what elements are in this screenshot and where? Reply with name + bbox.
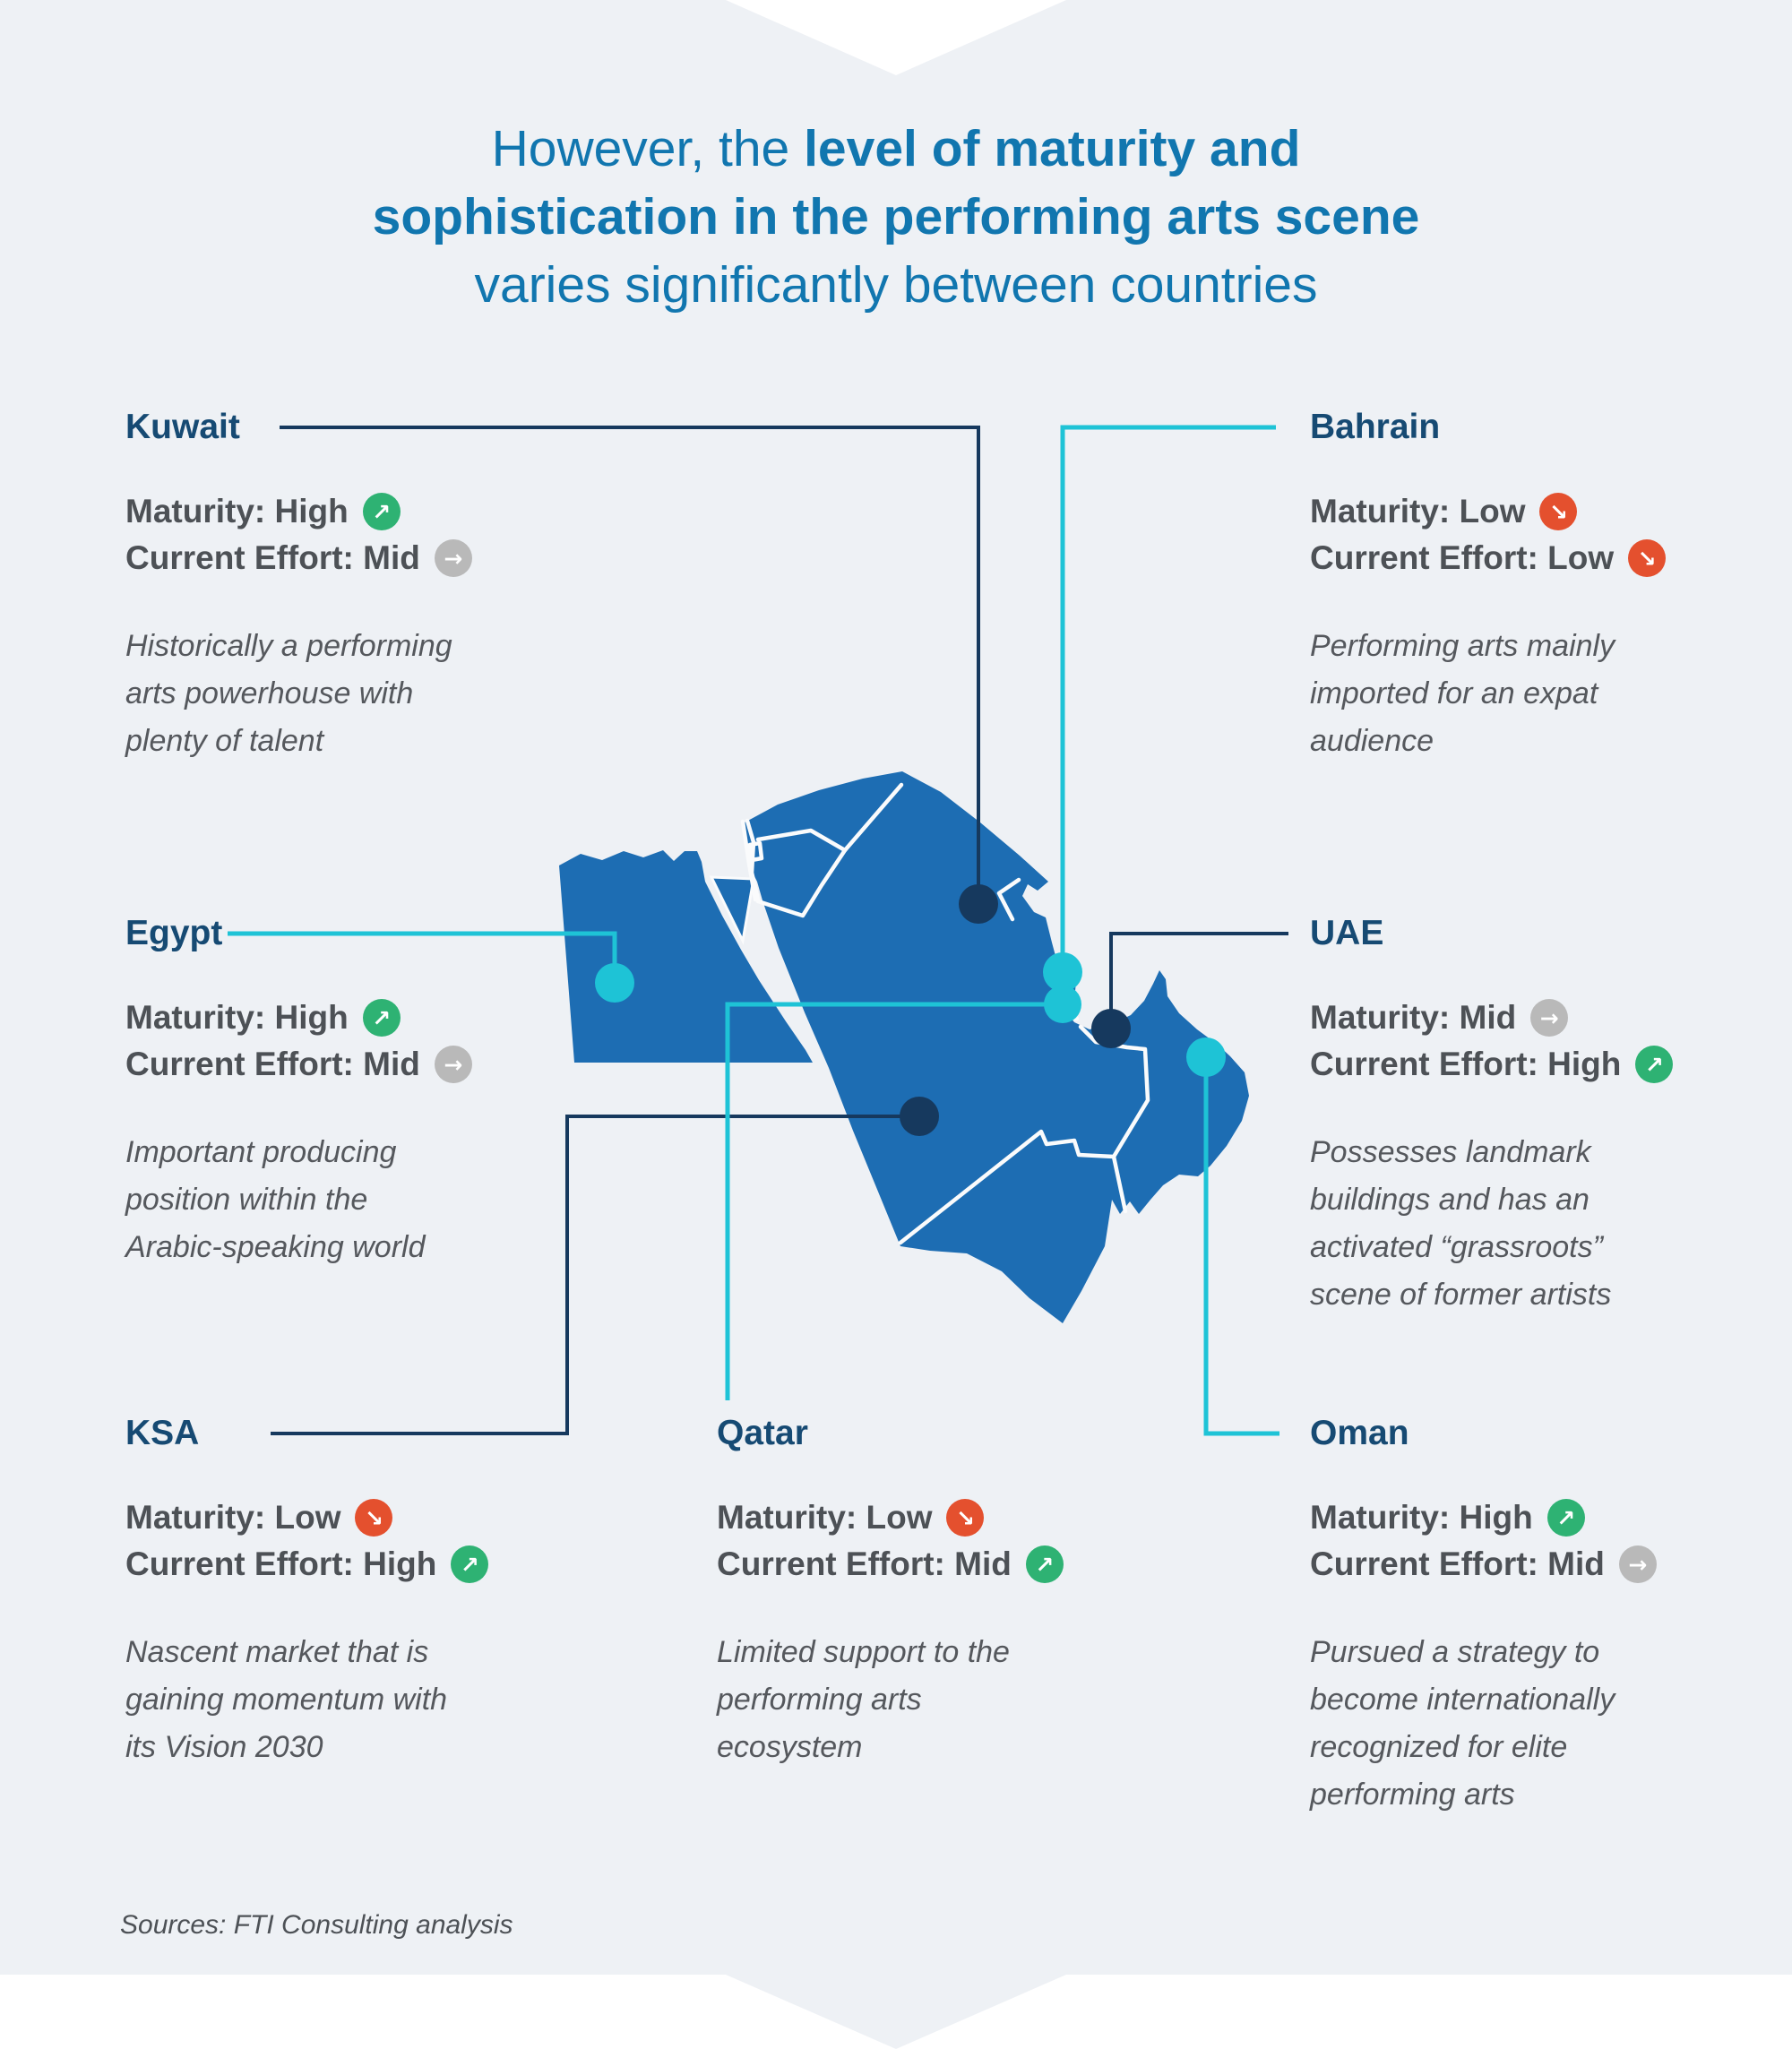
arrow-up-right-icon: ↗ [363,999,401,1037]
arrow-right-icon: → [1530,999,1568,1037]
callout-uae [1310,914,1686,1319]
effort-stat [1310,1041,1686,1088]
country-stats [717,1494,1093,1588]
country-description: Performing arts mainly imported for an expat audience [1310,629,1615,758]
country-description: Important producing position within the Arabic-speaking world [125,1135,426,1264]
arrow-up-right-icon: ↗ [451,1545,488,1583]
maturity-label: Maturity: High [125,999,349,1036]
country-description: Historically a performing arts powerhouse with plenty of talent [125,629,452,758]
country-name: Bahrain [1310,408,1441,446]
arrow-down-right-icon: ↘ [946,1499,984,1537]
arrow-down-right-icon: ↘ [1628,539,1666,577]
callout-kuwait [125,408,502,765]
effort-label: Current Effort: Mid [1310,1545,1605,1582]
effort-label: Current Effort: Low [1310,539,1615,576]
maturity-label: Maturity: Low [717,1499,933,1536]
country-stats [1310,1494,1686,1588]
ksa-map-dot [900,1097,939,1136]
arrow-up-right-icon: ↗ [1635,1046,1673,1083]
arrow-up-right-icon: ↗ [363,493,401,530]
country-description: Pursued a strategy to become internationally recognized for elite performing arts [1310,1635,1615,1812]
effort-label: Current Effort: High [125,1545,437,1582]
callout-oman [1310,1414,1686,1819]
arrow-right-icon: → [435,1046,472,1083]
maturity-stat [1310,1494,1686,1541]
country-stats [125,994,502,1088]
title-line-3: varies significantly between countries [474,256,1318,314]
country-description: Possesses landmark buildings and has an activated “grassroots” scene of former artists [1310,1135,1612,1312]
maturity-label: Maturity: Mid [1310,999,1517,1036]
country-name: Egypt [125,914,223,952]
effort-stat [1310,1541,1686,1588]
effort-stat [125,1541,502,1588]
maturity-stat [1310,488,1686,535]
callout-ksa [125,1414,502,1771]
title-line-2: sophistication in the performing arts scene [372,188,1420,245]
country-name: Oman [1310,1414,1409,1452]
title-line-1: However, the level of maturity and [491,120,1301,177]
arrow-up-right-icon: ↗ [1026,1545,1064,1583]
callout-egypt [125,914,502,1271]
oman-map-dot [1186,1037,1226,1077]
maturity-label: Maturity: Low [1310,493,1526,529]
country-name: KSA [125,1414,200,1452]
country-stats [125,1494,502,1588]
country-stats [1310,994,1686,1088]
arrow-up-right-icon: ↗ [1547,1499,1585,1537]
effort-label: Current Effort: High [1310,1046,1622,1082]
maturity-label: Maturity: High [125,493,349,529]
maturity-label: Maturity: High [1310,1499,1533,1536]
country-stats [125,488,502,581]
maturity-stat [125,994,502,1041]
maturity-stat [125,488,502,535]
country-description: Nascent market that is gaining momentum with its Vision 2030 [125,1635,448,1764]
arabian-peninsula-shape [745,771,1249,1323]
country-stats [1310,488,1686,581]
maturity-stat [125,1494,502,1541]
effort-stat [1310,535,1686,581]
callout-qatar [717,1414,1093,1771]
kuwait-map-dot [959,884,998,924]
effort-label: Current Effort: Mid [125,1046,420,1082]
arrow-down-right-icon: ↘ [355,1499,392,1537]
arrow-down-right-icon: ↘ [1539,493,1577,530]
country-name: Qatar [717,1414,808,1452]
egypt-map-dot [595,963,634,1003]
arrow-right-icon: → [435,539,472,577]
country-description: Limited support to the performing arts ecosystem [717,1635,1010,1764]
callout-bahrain [1310,408,1686,765]
maturity-stat [717,1494,1093,1541]
country-name: Kuwait [125,408,240,446]
effort-stat [125,1041,502,1088]
effort-stat [125,535,502,581]
effort-label: Current Effort: Mid [717,1545,1012,1582]
maturity-label: Maturity: Low [125,1499,341,1536]
arrow-right-icon: → [1619,1545,1657,1583]
uae-map-dot [1091,1009,1131,1048]
source-note: Sources: FTI Consulting analysis [120,1910,513,1940]
maturity-stat [1310,994,1686,1041]
qatar-map-dot [1044,986,1081,1023]
bahrain-connector-line [1063,427,1276,966]
effort-stat [717,1541,1093,1588]
country-name: UAE [1310,914,1384,952]
effort-label: Current Effort: Mid [125,539,420,576]
